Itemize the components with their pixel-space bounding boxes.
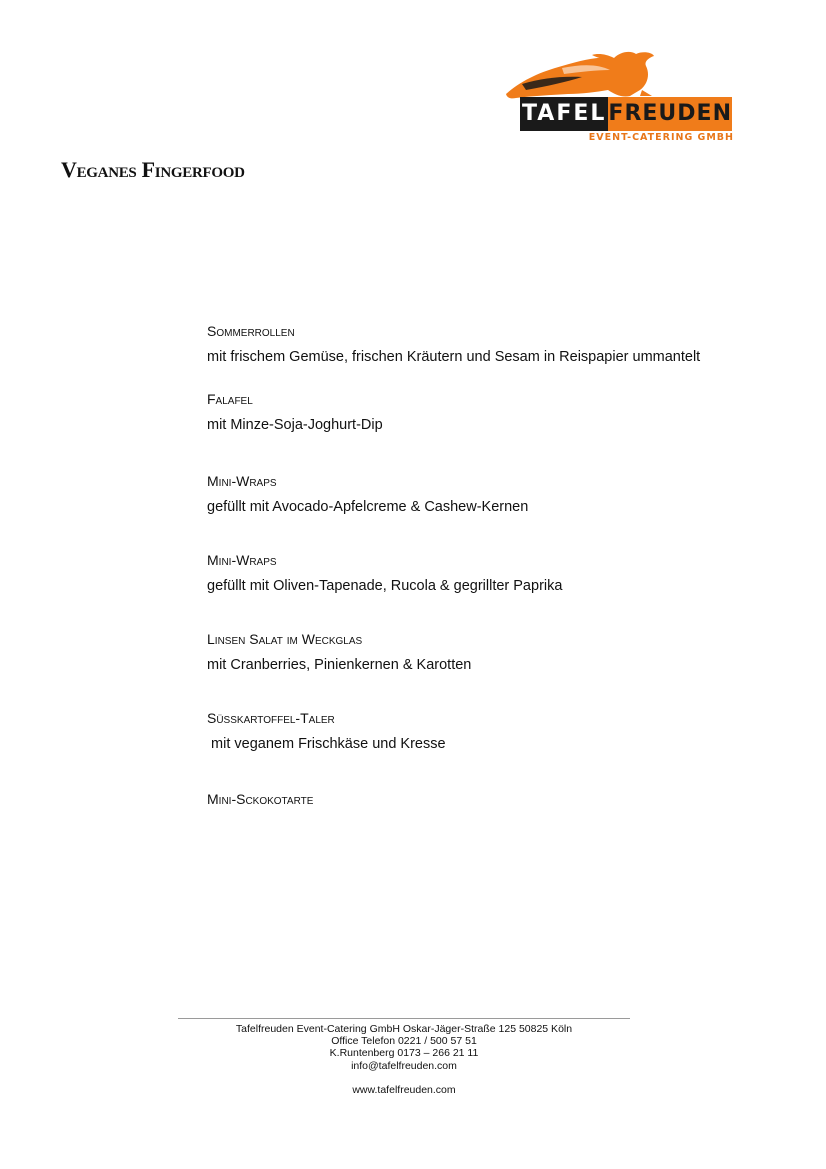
logo-wordmark	[520, 97, 732, 131]
logo-subtitle: EVENT-CATERING GMBH	[588, 132, 734, 143]
menu-item-name: Linsen Salat im Weckglas	[207, 631, 363, 647]
footer-mobile-phone: K.Runtenberg 0173 – 266 21 11	[329, 1047, 479, 1060]
menu-item	[207, 631, 472, 673]
menu-item	[207, 710, 446, 752]
menu-item-description: gefüllt mit Oliven-Tapenade, Rucola & gegrillter Paprika	[207, 578, 563, 594]
page-title: Veganes Fingerfood	[61, 157, 245, 182]
menu-item	[207, 791, 313, 808]
footer-divider	[178, 1018, 630, 1019]
footer-address: Tafelfreuden Event-Catering GmbH Oskar-Jäger-Straße 125 50825 Köln	[235, 1023, 573, 1035]
menu-item-name: Süsskartoffel-Taler	[207, 710, 335, 726]
menu-item-description: mit Minze-Soja-Joghurt-Dip	[207, 417, 383, 433]
menu-item-description: mit Cranberries, Pinienkernen & Karotten	[207, 657, 472, 673]
menu-item-name: Mini-Wraps	[207, 473, 277, 489]
menu-item-name: Sommerrollen	[207, 323, 295, 339]
logo-word-right: FREUDEN	[608, 97, 732, 131]
menu-item-name: Falafel	[207, 391, 253, 407]
menu-item-description: gefüllt mit Avocado-Apfelcreme & Cashew-Kernen	[207, 499, 529, 515]
footer	[178, 1018, 630, 1096]
menu-item-description: mit veganem Frischkäse und Kresse	[207, 736, 446, 752]
footer-email[interactable]: info@tafelfreuden.com	[351, 1059, 457, 1072]
logo-word-left: TAFEL	[520, 97, 608, 131]
footer-office-phone: Office Telefon 0221 / 500 57 51	[331, 1035, 477, 1048]
menu-item-name: Mini-Sckokotarte	[207, 791, 314, 807]
company-logo	[502, 50, 734, 146]
menu-item	[207, 391, 383, 433]
menu-item	[207, 323, 701, 365]
menu-item-name: Mini-Wraps	[207, 552, 277, 568]
menu-item	[207, 552, 563, 594]
menu-item-description: mit frischem Gemüse, frischen Kräutern und Sesam in Reispapier ummantelt	[207, 349, 701, 365]
menu-item	[207, 473, 529, 515]
footer-website[interactable]: www.tafelfreuden.com	[352, 1083, 456, 1096]
